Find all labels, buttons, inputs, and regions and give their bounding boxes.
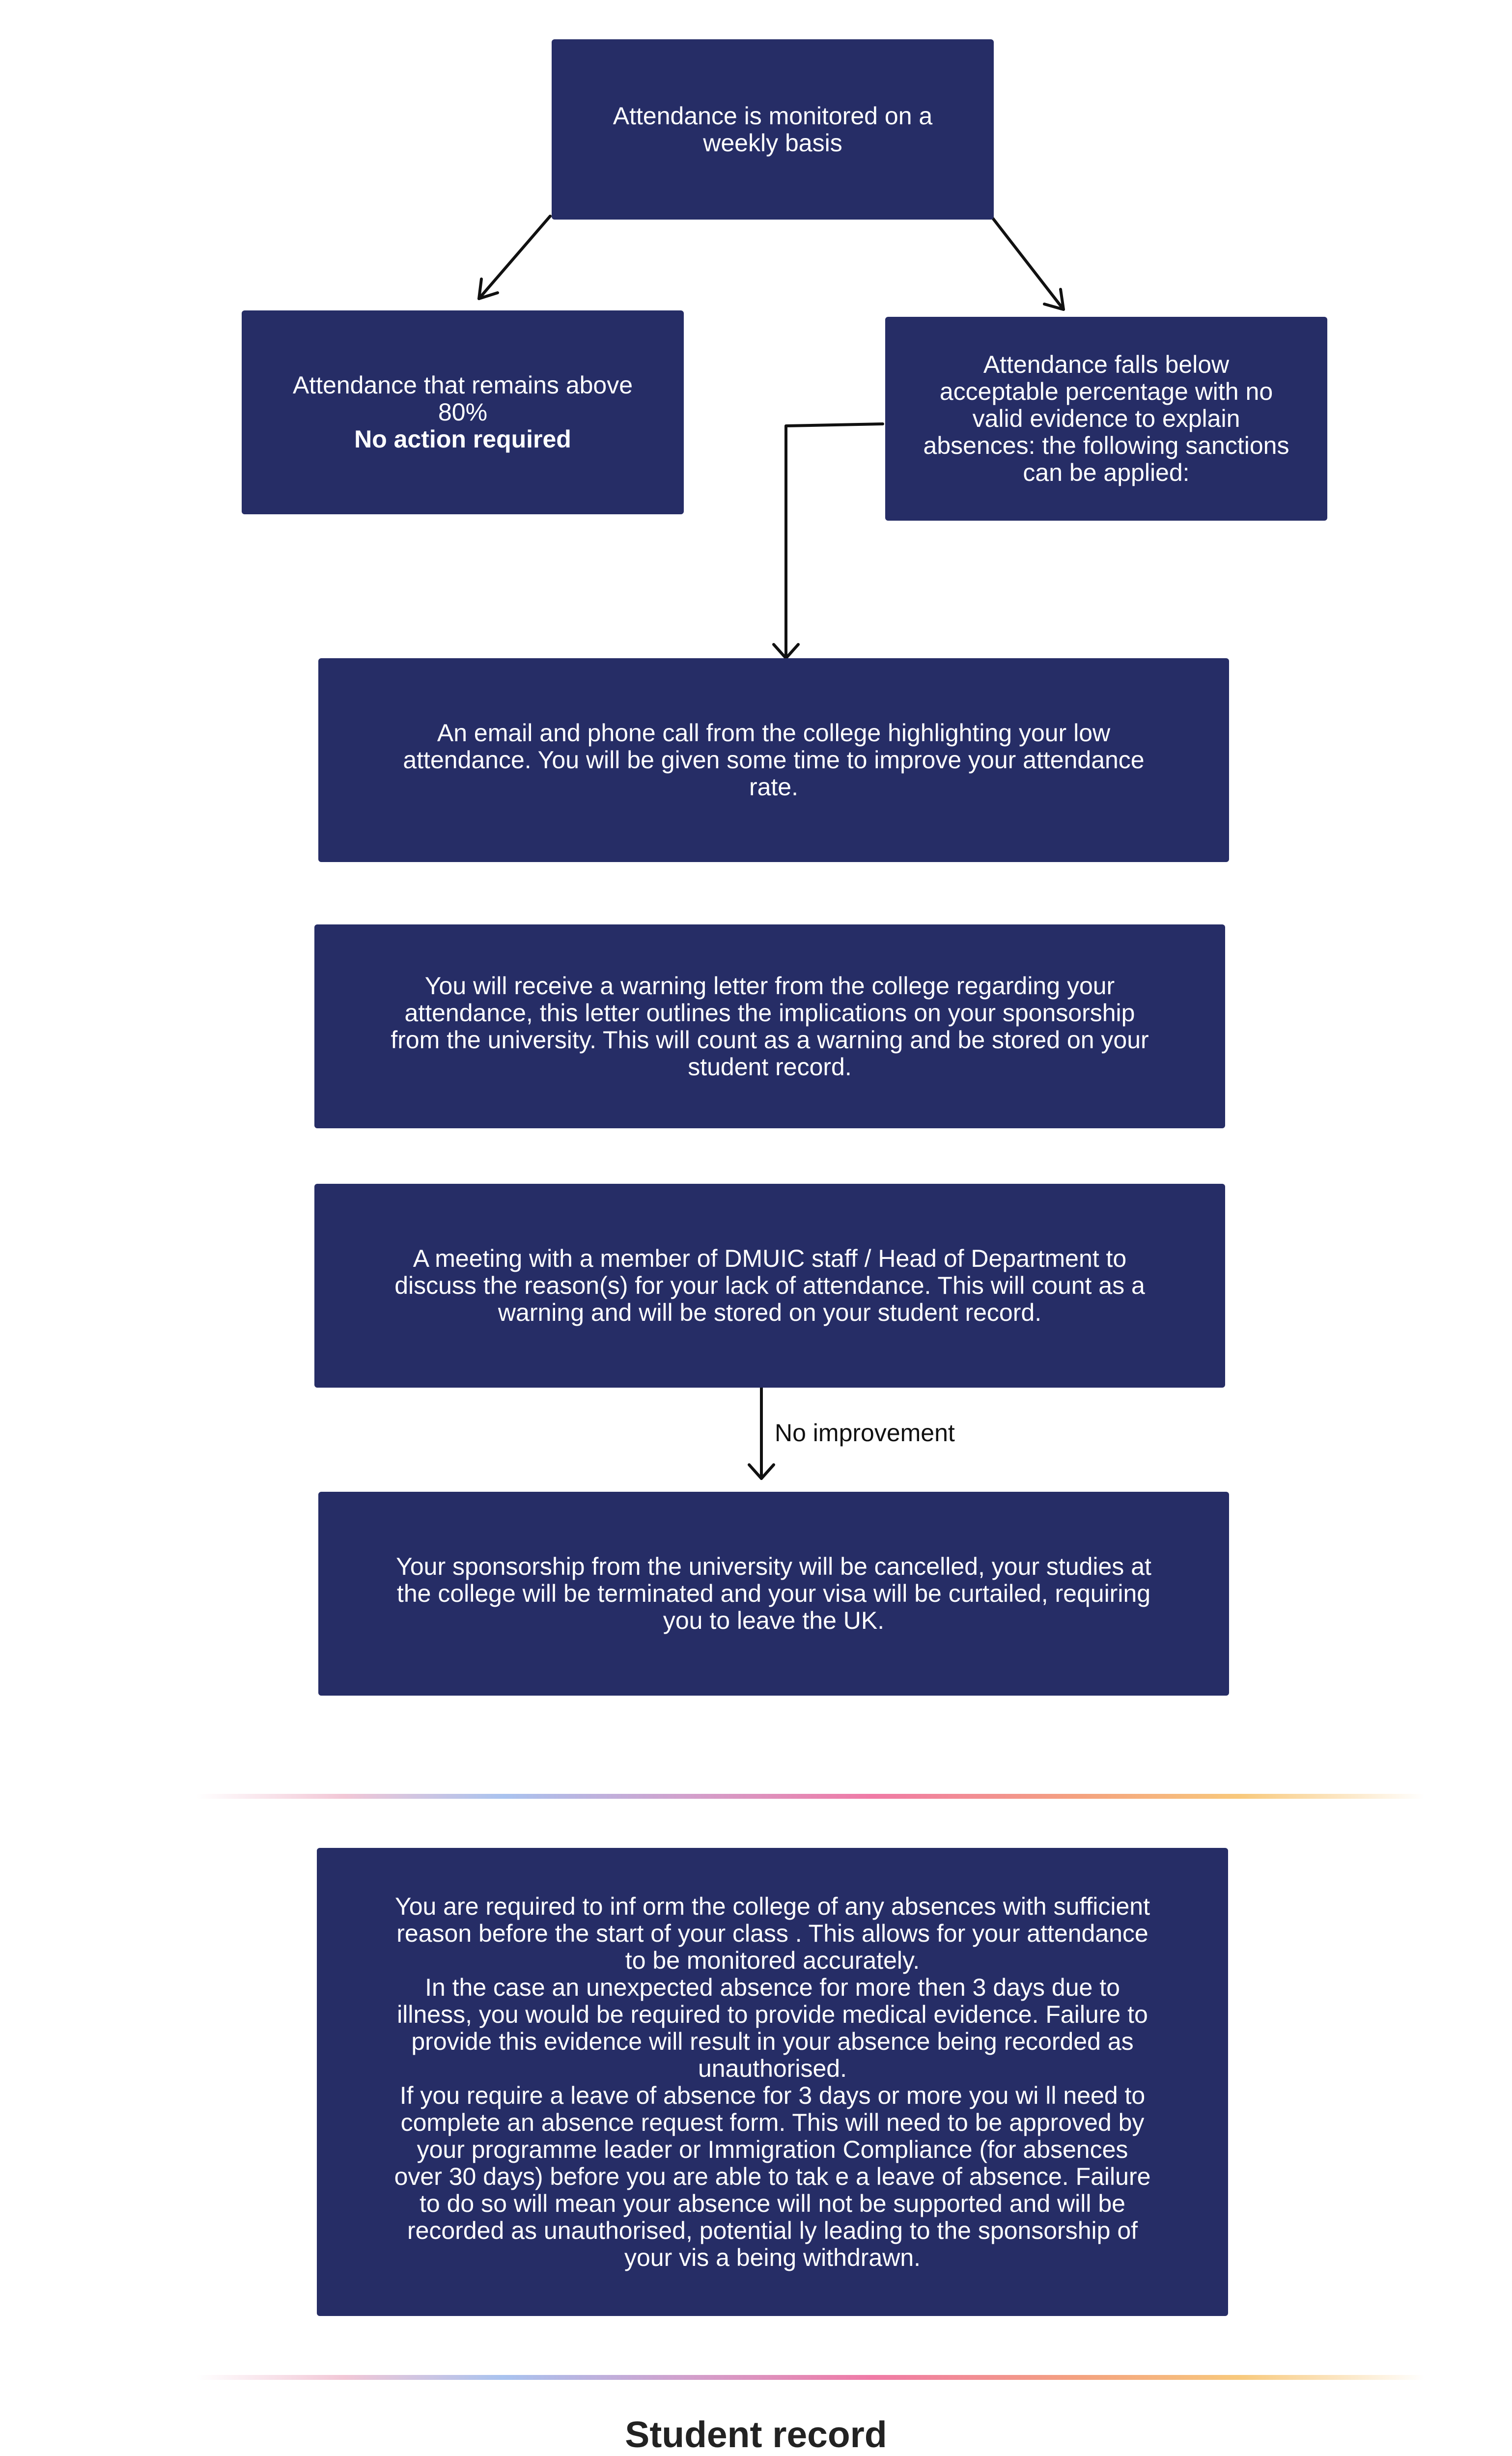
node-sponsorship-cancelled-text: Your sponsorship from the university will be cancelled, your studies at the college will be terminated and your visa will be curtailed, requiring you to leave the UK.: [396, 1553, 1151, 1634]
edge-monitor-to-below: [992, 218, 1064, 309]
node-email-phone-call: [318, 658, 1229, 862]
node-attendance-above-text: Attendance that remains above 80% No action required: [292, 371, 633, 453]
node-attendance-above: [242, 310, 684, 514]
node-sponsorship-cancelled: [318, 1492, 1229, 1696]
node-staff-meeting-text: A meeting with a member of DMUIC staff / Head of Department to discuss the reason(s) for your lack of attendance. This will count as a warning and will be stored on your student record.: [394, 1245, 1145, 1326]
edge-monitor-to-above: [479, 216, 550, 299]
absence-info-text: You are required to inf orm the college of any absences with sufficient reason before the start of your class . This allows for your attendance to be monitored accurately. In the case an unexpected absence for more then 3 days due to illness, you would be required to provide medical evidence. Failure to provide this evidence will result in your absence being recorded as unauthorised. If you require a leave of absence for 3 days or more you wi ll need to complete an absence request form. This will need to be approved by your programme leader or Immigration Compliance (for absences over 30 days) before you are able to tak e a leave of absence. Failure to do so will mean your absence will not be supported and will be recorded as unauthorised, potential ly leading to the sponsorship of your vis a being withdrawn.: [394, 1892, 1151, 2271]
node-weekly-monitoring: [552, 39, 994, 220]
node-staff-meeting: [314, 1184, 1225, 1388]
node-attendance-below-text: Attendance falls below acceptable percentage with no valid evidence to explain absences: the following sanctions can be applied:: [923, 351, 1289, 486]
edge-below-to-email: [786, 424, 883, 658]
gradient-divider-bottom: [196, 2375, 1425, 2380]
student-record-heading: Student record: [625, 2414, 887, 2455]
node-weekly-monitoring-text: Attendance is monitored on a weekly basis: [613, 102, 933, 157]
node-attendance-below: [885, 317, 1327, 521]
node-warning-letter-text: You will receive a warning letter from the college regarding your attendance, this letter outlines the implications on your sponsorship from the university. This will count as a warning and be stored on your student record.: [391, 972, 1149, 1081]
gradient-divider-top: [196, 1794, 1425, 1799]
node-email-phone-call-text: An email and phone call from the college highlighting your low attendance. You will be given some time to improve your attendance rate.: [403, 719, 1145, 801]
absence-info-box: [317, 1848, 1228, 2316]
no-action-label: No action required: [354, 425, 571, 453]
edge-label-no-improvement: No improvement: [775, 1419, 955, 1447]
node-warning-letter: [314, 924, 1225, 1128]
